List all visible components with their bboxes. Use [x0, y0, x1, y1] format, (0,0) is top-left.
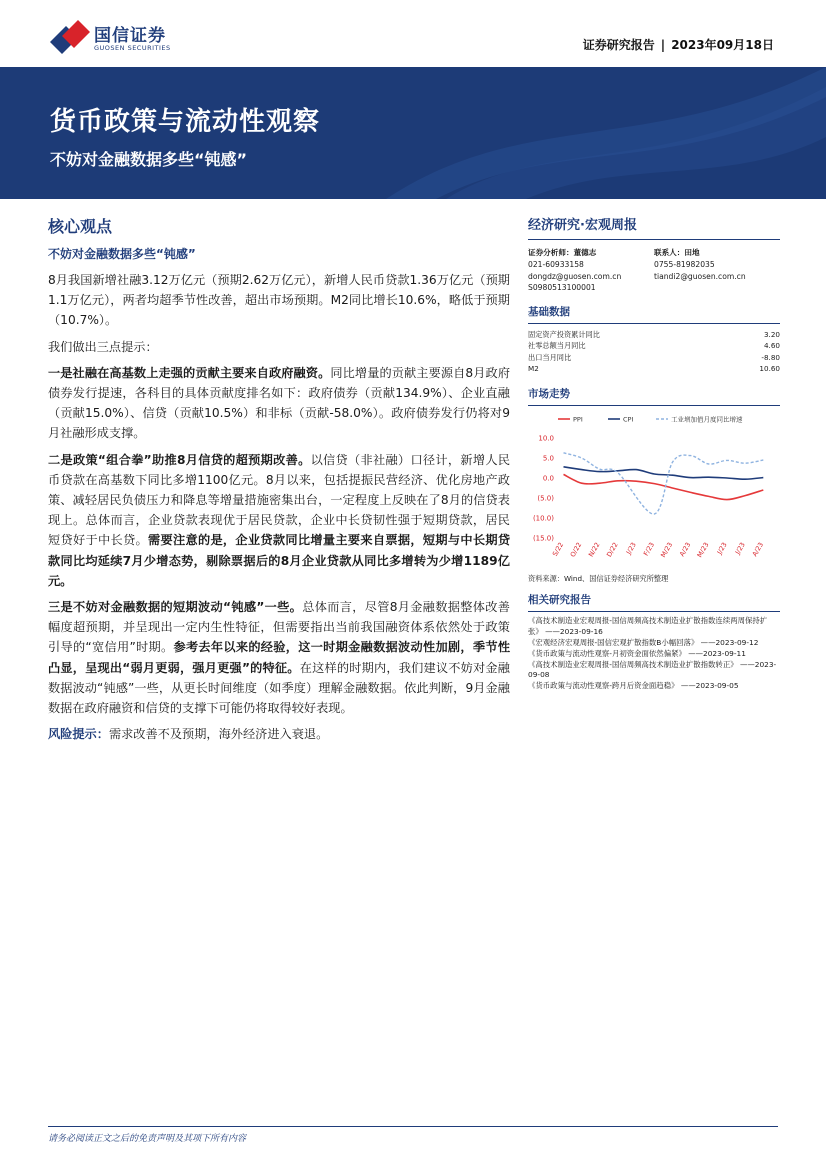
analyst-block: [528, 247, 654, 294]
market-trend-chart: [528, 410, 780, 568]
report-subtitle: 不妨对金融数据多些“钝感”: [50, 150, 248, 169]
analyst-label: 证券分析师：: [528, 248, 574, 257]
top-header: [0, 0, 826, 64]
legend-label: CPI: [623, 415, 634, 424]
banner-wave-decoration: [326, 67, 826, 199]
core-subheading: 不妨对金融数据多些“钝感”: [48, 247, 196, 261]
risk-warning: [48, 724, 510, 744]
paragraph-5: [48, 597, 510, 718]
footer-disclaimer: 请务必阅读正文之后的免责声明及其项下所有内容: [48, 1134, 247, 1144]
market-trend-title: 市场走势: [528, 386, 780, 406]
meta-separator: |: [660, 38, 666, 52]
x-tick-label: J/23: [715, 541, 729, 557]
related-reports-title: 相关研究报告: [528, 592, 780, 612]
logo-mark-icon: [50, 20, 90, 54]
x-tick-label: S/22: [550, 541, 566, 559]
y-tick-label: 5.0: [542, 454, 554, 463]
title-banner: [0, 67, 826, 199]
paragraph-3: [48, 363, 510, 444]
analyst-cert: S0980513100001: [528, 283, 596, 293]
x-tick-label: O/22: [568, 541, 584, 559]
x-tick-label: D/22: [605, 541, 620, 559]
sidebar-section-title: 经济研究·宏观周报: [528, 214, 780, 240]
y-tick-label: 10.0: [538, 434, 554, 443]
related-report-link[interactable]: 《高技术制造业宏观周报-国信周频高技术制造业扩散指数转正》 ——2023-09-08: [528, 659, 777, 680]
logo-text-en: GUOSEN SECURITIES: [94, 44, 171, 52]
company-logo: [50, 20, 200, 60]
point-3-lead: 三是不妨对金融数据的短期波动“钝感”一些。: [48, 600, 303, 615]
analyst-email: dongdz@guosen.com.cn: [528, 271, 622, 281]
analyst-name: 董德志: [573, 248, 597, 257]
report-type: 证券研究报告: [582, 38, 655, 52]
report-date: 2023年09月18日: [671, 38, 774, 52]
point-2-note: 需要注意的是，企业贷款同比增量主要来自票据，短期与中长期贷款同比均延续7月少增态势，剔除票据后的8月企业贷款从同比多增转为少增1189亿元。: [48, 533, 511, 588]
basic-data-row: 固定资产投资累计同比 3.20: [528, 330, 780, 340]
y-tick-label: (15.0): [532, 534, 554, 543]
core-views-column: [48, 214, 510, 744]
contact-name: 田地: [684, 248, 700, 257]
series-line-CPI: [564, 467, 764, 479]
analyst-phone: 021-60933158: [528, 259, 584, 269]
point-3-body: 总体而言，尽管8月金融数据整体改善幅度超预期，并呈现出一定内生性特征，但需要指出当前我国融资体系依然处于政策引导的“宽信用”时期。: [48, 600, 510, 655]
risk-text: 需求改善不及预期，海外经济进入衰退。: [108, 727, 329, 742]
logo-text-cn: 国信证券: [94, 26, 166, 46]
footer-divider: [48, 1126, 778, 1127]
report-meta: [583, 36, 774, 53]
basic-data-row: M2 10.60: [528, 364, 780, 374]
legend-label: 工业增加值月度同比增速: [671, 415, 743, 424]
basic-data-row: 社零总额当月同比 4.60: [528, 341, 780, 351]
y-tick-label: 0.0: [542, 474, 554, 483]
point-2-lead: 二是政策“组合拳”助推8月信贷的超预期改善。: [48, 452, 311, 467]
related-report-link[interactable]: 《货币政策与流动性观察-月初资金面依然偏紧》 ——2023-09-11: [528, 648, 746, 658]
x-tick-label: J/23: [624, 541, 638, 557]
related-report-link[interactable]: 《货币政策与流动性观察-跨月后资金面趋稳》 ——2023-09-05: [528, 681, 739, 691]
basic-data-title: 基础数据: [528, 304, 780, 324]
related-reports-list: [528, 616, 780, 692]
core-heading: 核心观点: [48, 217, 113, 236]
paragraph-1: 8月我国新增社融3.12万亿元（预期2.62万亿元），新增人民币贷款1.36万亿元（预期1.1万亿元），两者均超季节性改善，超出市场预期。M2同比增长10.6%，略低于预期（10.7%）。: [48, 273, 510, 328]
y-tick-label: (10.0): [532, 514, 554, 523]
x-tick-label: J/23: [733, 541, 747, 557]
x-tick-label: A/23: [750, 541, 766, 559]
analyst-info: [528, 247, 780, 294]
x-tick-label: A/23: [677, 541, 693, 559]
x-tick-label: F/23: [641, 541, 657, 558]
point-3-emphasis: 参考去年以来的经验，这一时期金融数据波动性加剧，季节性凸显，呈现出“弱月更弱，强月更强”的特征。: [48, 640, 511, 675]
paragraph-4: [48, 450, 510, 591]
contact-phone: 0755-81982035: [654, 259, 715, 269]
basic-data-table: [528, 329, 780, 374]
x-tick-label: M/23: [695, 541, 711, 560]
sidebar-column: [528, 214, 780, 692]
point-1-body: 同比增量的贡献主要源自8月政府债券发行提速，各科目的具体贡献度排名如下：政府债券（贡献134.9%）、企业直融（贡献15.0%）、信贷（贡献10.5%）和非标（贡献-58.0%）。政府债券发行仍将对9月社融形成支撑。: [48, 365, 511, 441]
point-3-conclusion: 在这样的时期内，我们建议不妨对金融数据波动“钝感”一些，从更长时间维度（如季度）理解金融数据。依此判断，9月金融数据在政府融资和信贷的支撑下可能仍将取得较好表现。: [48, 660, 510, 716]
market-trend-chart-svg: [528, 410, 780, 568]
basic-data-row: 出口当月同比 -8.80: [528, 352, 780, 362]
report-title: 货币政策与流动性观察: [50, 107, 321, 137]
y-tick-label: (5.0): [537, 494, 554, 503]
point-2-body: 以信贷（非社融）口径计，新增人民币贷款在高基数下同比多增1100亿元。8月以来，包括提振民营经济、优化房地产政策、减轻居民负债压力和降息等增量措施密集出台，一定程度上反映在了8月的信贷表现上。总体而言，企业贷款表现优于居民贷款，企业中长贷韧性强于短期贷款，居民短贷好于中长贷。: [48, 452, 511, 548]
contact-label: 联系人：: [654, 248, 685, 257]
chart-source: 资料来源：Wind、国信证券经济研究所整理: [528, 574, 669, 584]
legend-label: PPI: [573, 415, 583, 424]
point-1-lead: 一是社融在高基数上走强的贡献主要来自政府融资。: [48, 365, 331, 380]
x-tick-label: M/23: [659, 541, 675, 560]
contact-email: tiandi2@guosen.com.cn: [654, 271, 746, 281]
risk-label: 风险提示：: [48, 727, 109, 742]
related-report-link[interactable]: 《宏观经济宏观周报-国信宏观扩散指数B小幅回落》 ——2023-09-12: [528, 637, 759, 647]
related-report-link[interactable]: 《高技术制造业宏观周报-国信周频高技术制造业扩散指数连续两周保持扩张》 ——2023-09-16: [528, 616, 768, 637]
paragraph-2: 我们做出三点提示：: [48, 339, 158, 354]
x-tick-label: N/22: [586, 541, 602, 559]
contact-block: [654, 247, 780, 294]
